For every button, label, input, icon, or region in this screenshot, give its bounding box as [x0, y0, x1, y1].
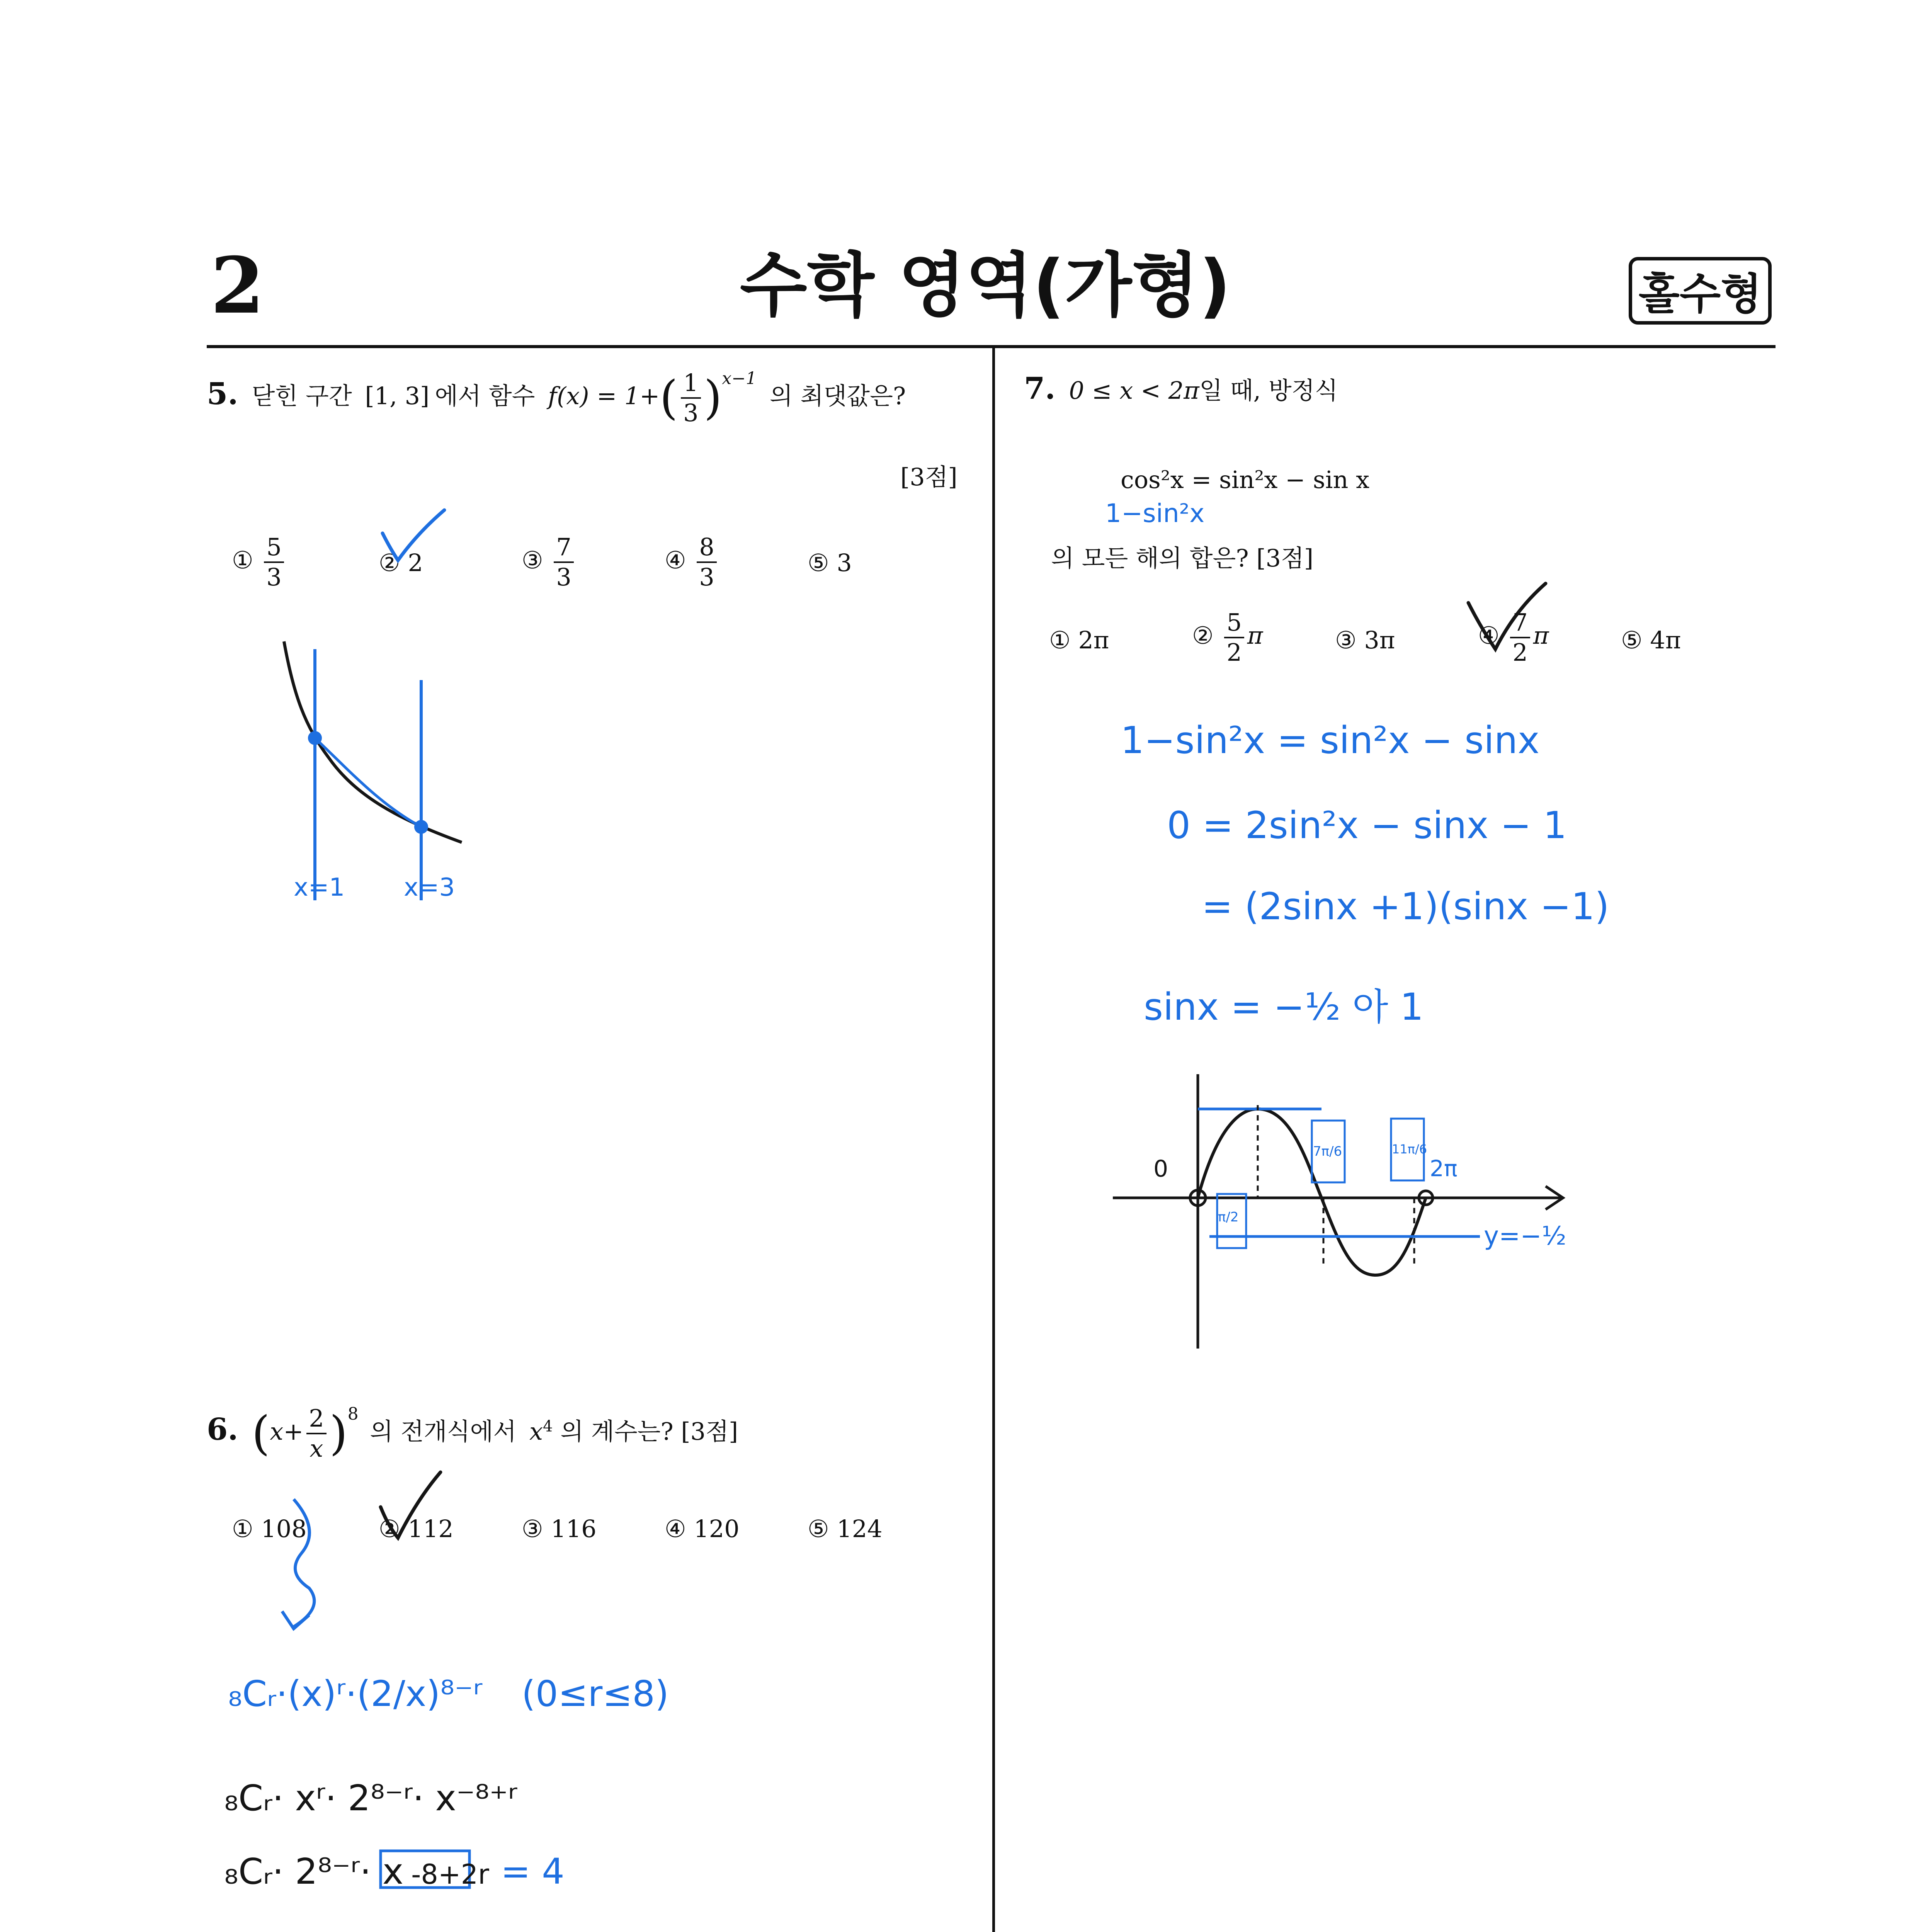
q7-work-line4: sinx = −½ 아 1 [1144, 985, 1424, 1029]
question-number: 6. [207, 1412, 238, 1447]
choice-3[interactable]: ③ 3π [1335, 626, 1395, 654]
choice-3[interactable]: ③ 116 [522, 1515, 597, 1543]
hand-substitution: 1−sin²x [1105, 498, 1205, 528]
question-text: 닫힌 구간 [1, 3] 에서 함수 f(x) = 1+( $\frac{1}{3}$ )$^{x-1}$ 의 최댓값은? [252, 369, 906, 427]
choice-1[interactable]: ① $\frac{5}{3}$ [232, 535, 287, 589]
q6-work-line1: ₈Cᵣ·(x)ʳ·(2/x)⁸⁻ʳ [228, 1673, 483, 1714]
choice-5[interactable]: ⑤ 3 [808, 549, 852, 577]
choice-4[interactable]: ④ 120 [665, 1515, 740, 1543]
choice-4[interactable]: ④ $\frac{7}{2}$ π [1478, 608, 1549, 667]
label-x1: x=1 [294, 873, 345, 902]
choice-2[interactable]: ② $\frac{5}{2}$ π [1192, 608, 1263, 667]
q6-work-line2: ₈Cᵣ· xʳ· 2⁸⁻ʳ· x⁻⁸⁺ʳ [224, 1777, 517, 1819]
choice-1[interactable]: ① 108 [232, 1515, 307, 1543]
q6-work-range: (0≤r≤8) [522, 1673, 669, 1714]
choice-1[interactable]: ① 2π [1049, 626, 1109, 654]
choice-5[interactable]: ⑤ 4π [1621, 626, 1681, 654]
choice-4[interactable]: ④ $\frac{8}{3}$ [665, 535, 720, 589]
label-x3: x=3 [404, 873, 455, 902]
graph-eleven-pi-six-label: 11π/6 [1392, 1142, 1427, 1156]
question-number: 5. [207, 376, 238, 412]
q6-work-line3: ₈Cᵣ· 2⁸⁻ʳ· x -8+2r = 4 [224, 1851, 565, 1892]
q7-work-line1: 1−sin²x = sin²x − sinx [1121, 719, 1540, 762]
graph-origin-label: 0 [1153, 1155, 1168, 1182]
choice-3[interactable]: ③ $\frac{7}{3}$ [522, 535, 577, 589]
page-title: 수학 영역(가형) [740, 245, 1231, 326]
q7-work-line2: 0 = 2sin²x − sinx − 1 [1167, 804, 1567, 847]
choice-2[interactable]: ② 2 [379, 549, 423, 577]
page-number: 2 [211, 240, 265, 331]
choice-5[interactable]: ⑤ 124 [808, 1515, 883, 1543]
exam-type-badge: 홀수형 [1629, 257, 1772, 325]
equation: cos²x = sin²x − sin x [1121, 466, 1370, 494]
graph-line-label: y=−½ [1484, 1221, 1566, 1251]
graph-two-pi-label: 2π [1430, 1155, 1458, 1182]
question-points: [3점] [900, 463, 957, 491]
choice-2[interactable]: ② 112 [379, 1515, 454, 1543]
question-text: 0 ≤ x < 2π일 때, 방정식 [1069, 376, 1338, 405]
question-text-2: 의 모든 해의 합은? [3점] [1051, 544, 1314, 572]
graph-pi-half-label: π/2 [1218, 1209, 1239, 1225]
q7-work-line3: = (2sinx +1)(sinx −1) [1202, 885, 1609, 928]
question-number: 7. [1024, 371, 1056, 406]
question-text: (x+ $\frac{2}{x}$ )$^8$ 의 전개식에서 $x^4$ 의 계수는? [3점] [252, 1404, 738, 1463]
graph-seven-pi-six-label: 7π/6 [1313, 1144, 1342, 1159]
